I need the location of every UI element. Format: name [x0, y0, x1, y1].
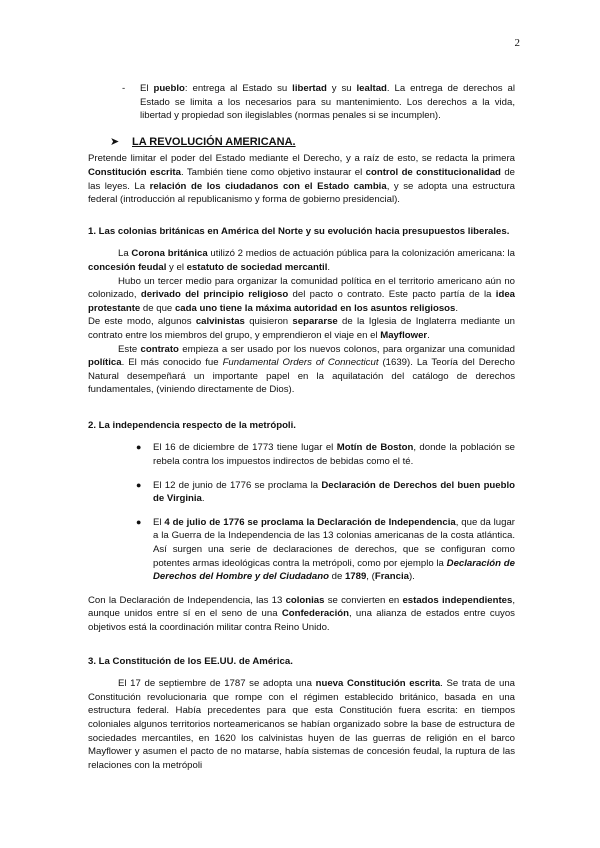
section-heading: [88, 136, 515, 150]
bullet-icon: ●: [136, 516, 142, 527]
paragraph-contrato: Este contrato empieza a ser usado por los nuevos colonos, para organizar una comunidad política. El más conocido fue Fundamental Orders of Connecticut (1639). La Teoría del Derecho Natural desempeñará un importante papel en la aquilatación del catálogo de derechos fundamentales, (viniendo directamente de Dios).: [88, 343, 516, 396]
heading-1: 1. Las colonias británicas en América del Norte y su evolución hacia presupuestos liberales.: [88, 225, 510, 237]
paragraph-tercer-medio: Hubo un tercer medio para organizar la comunidad política en el territorio americano aún no colonizado, derivado del principio religioso del pacto o contrato. Este pacto partía de la idea protestante de que cada uno tiene la máxima autoridad en los asuntos religiosos.: [88, 275, 515, 314]
paragraph-corona: La Corona británica utilizó 2 medios de actuación pública para la colonización americana: la concesión feudal y el estatuto de sociedad mercantil.: [88, 248, 515, 273]
heading-3: 3. La Constitución de los EE.UU. de América.: [88, 655, 293, 667]
heading-2: 2. La independencia respecto de la metrópoli.: [88, 419, 296, 431]
events-list: [136, 441, 515, 583]
document-body: [88, 82, 515, 772]
intro-paragraph: Pretende limitar el poder del Estado mediante el Derecho, y a raíz de esto, se redacta la primera Constitución escrita. También tiene como objetivo instaurar el control de constitucionalidad de las leyes. La relación de los ciudadanos con el Estado cambia, y se adopta una estructura federal (introducción al republicanismo y forma de gobierno presidencial).: [88, 153, 515, 206]
section-title: LA REVOLUCIÓN AMERICANA.: [132, 135, 296, 148]
dash-marker: -: [122, 83, 126, 94]
bullet-icon: ●: [136, 442, 142, 453]
list-item: ● El 4 de julio de 1776 se proclama la Declaración de Independencia, que da lugar a la Guerra de la Independencia de las 13 colonias americanas de la costa atlántica. Así surgen una serie de declaraciones de derechos, que se configuran como potentes armas ideológicas contra la metrópoli, como por ejemplo la Declaración de Derechos del Hombre y del Ciudadano de 1789, (Francia).: [136, 516, 515, 583]
bullet-icon: ●: [136, 479, 142, 490]
page-number: 2: [514, 37, 520, 49]
paragraph-constitucion: El 17 de septiembre de 1787 se adopta una nueva Constitución escrita. Se trata de una Constitución revolucionaria que rompe con el régimen establecido británico, basada en una estructura federal. Había precedentes para que esta Constitución fuera escrita: en tiempos coloniales algunos territorios norteamericanos se habían organizado sobre la base de estructura de sociedades mercantiles, en 1620 los calvinistas huyen de las guerras de religión en el barco Mayflower y asumen el pacto de no matarse, había sistemas de concesión feudal, la ruptura de las relaciones con la metrópoli: [88, 678, 516, 771]
arrow-bullet-icon: ➤: [110, 135, 120, 148]
list-item: ● El 12 de junio de 1776 se proclama la Declaración de Derechos del buen pueblo de Virginia.: [136, 479, 516, 505]
paragraph-calvinistas: De este modo, algunos calvinistas quisieron separarse de la Iglesia de Inglaterra mediante un contrato entre los miembros del grupo, y emprendieron el viaje en el Mayflower.: [88, 316, 515, 341]
pueblo-paragraph: El pueblo: entrega al Estado su libertad y su lealtad. La entrega de derechos al Estado se limita a los necesarios para su mantenimiento. Los derechos a la vida, libertad y propiedad son ilegislables (normas penales si se incumplen).: [140, 83, 515, 122]
pueblo-item: [122, 82, 515, 123]
list-item: ● El 16 de diciembre de 1773 tiene lugar el Motín de Boston, donde la población se rebela contra los impuestos indirectos de bebidas como el té.: [136, 442, 515, 468]
paragraph-confederacion: Con la Declaración de Independencia, las 13 colonias se convierten en estados independientes, aunque unidos entre sí en el seno de una Confederación, una alianza de estados entre cuyos objetivos está la coordinación militar contra Reino Unido.: [88, 594, 515, 633]
